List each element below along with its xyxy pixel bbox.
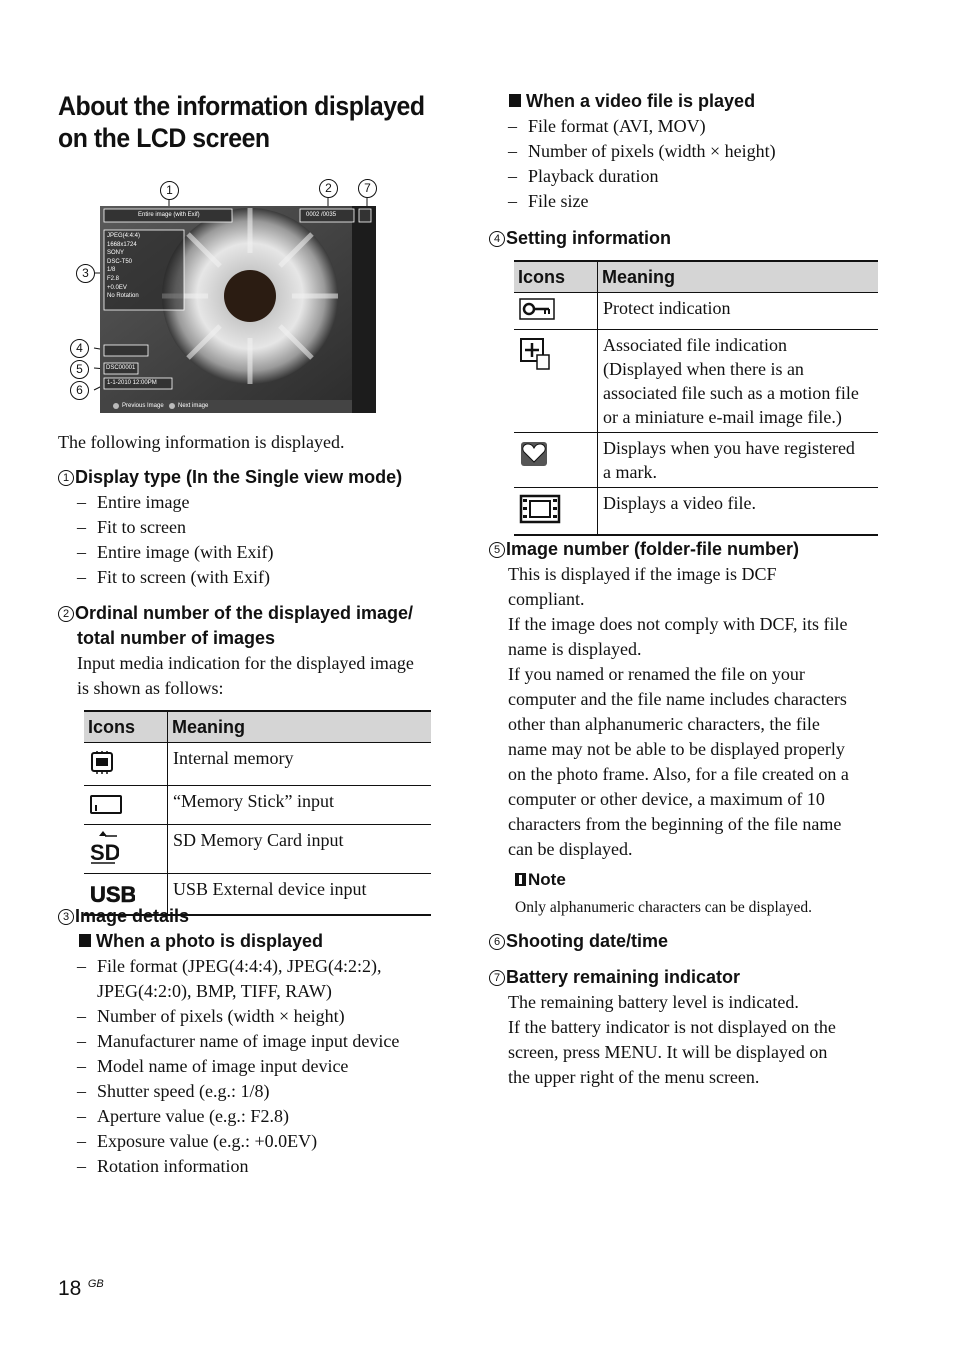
table-row: “Memory Stick” input (84, 786, 431, 825)
intro-text: The following information is displayed. (58, 432, 345, 452)
s5-body: This is displayed if the image is DCF compliant. If the image does not comply with DCF, its file name is displayed. If you named or renamed the file on your computer and the file name includes characters other than alphanumeric characters, the file name may not be able to be displayed properly on the photo frame. Also, for a file created on a computer or other device, a maximum of 10 characters from the beginning of the file name can be displayed. (508, 564, 849, 859)
s3-photo-list (77, 954, 457, 1179)
media-icons-table (84, 710, 431, 916)
s6-heading: 6 Shooting date/time (489, 929, 668, 954)
table-header-row: Icons Meaning (84, 711, 431, 743)
internal-memory-icon (89, 750, 115, 776)
s2-heading: 2 Ordinal number of the displayed image/ total number of images (58, 601, 413, 651)
list-item: – Entire image (77, 490, 457, 515)
list-item: – Rotation information (77, 1154, 457, 1179)
lcd-date: 1-1-2010 12:00PM (107, 380, 157, 386)
list-item: – File size (508, 189, 888, 214)
table-header-row: Icons Meaning (514, 261, 878, 293)
s7-number: 7 (489, 970, 505, 986)
lcd-display-type: Entire image (with Exif) (138, 212, 200, 218)
callout-6: 6 (70, 381, 89, 400)
list-item: – File format (JPEG(4:4:4), JPEG(4:2:2), JPEG(4:2:0), BMP, TIFF, RAW) (77, 954, 457, 1004)
list-item: – Number of pixels (width × height) (508, 139, 888, 164)
s4-number: 4 (489, 231, 505, 247)
list-item: – Shutter speed (e.g.: 1/8) (77, 1079, 457, 1104)
page-lang: GB (87, 1278, 104, 1290)
table-row: USB USB External device input (84, 874, 431, 916)
sd-card-icon (89, 830, 119, 864)
svg-text:SD: SD (90, 840, 119, 864)
s3-photo-heading: When a photo is displayed (79, 929, 323, 954)
list-item: – File format (AVI, MOV) (508, 114, 888, 139)
s1-heading: 1 Display type (In the Single view mode) (58, 465, 402, 490)
table-row: SD SD Memory Card input (84, 825, 431, 874)
table-row: Internal memory (84, 743, 431, 786)
list-item: – Exposure value (e.g.: +0.0EV) (77, 1129, 457, 1154)
callout-3: 3 (76, 264, 95, 283)
svg-text:USB: USB (90, 882, 135, 905)
s7-body: The remaining battery level is indicated. If the battery indicator is not displayed on the screen, press MENU. It will be displayed on the upper right of the menu screen. (508, 992, 836, 1087)
table-row: Displays when you have registered a mark. (514, 433, 878, 488)
table-row: Associated file indication (Displayed when there is an associated file such as a motion file or a miniature e-mail image file.) (514, 330, 878, 433)
table-row: Protect indication (514, 293, 878, 330)
s3-video-heading: When a video file is played (509, 89, 755, 114)
lcd-nav-prev: Previous Image (122, 403, 164, 409)
list-item: – Playback duration (508, 164, 888, 189)
usb-icon (89, 879, 135, 905)
s1-number: 1 (58, 470, 74, 486)
callout-2: 2 (319, 179, 338, 198)
setting-icons-table (514, 260, 878, 536)
lcd-nav-next: Next image (178, 403, 209, 409)
page-footer (58, 1277, 104, 1301)
s3-video-list (508, 114, 888, 214)
heart-mark-icon (519, 440, 549, 468)
s2-body: Input media indication for the displayed image is shown as follows: (77, 653, 414, 698)
page-title: About the information displayed on the LCD screen (58, 91, 425, 153)
s6-number: 6 (489, 934, 505, 950)
list-item: – Fit to screen (77, 515, 457, 540)
associated-file-icon (519, 337, 551, 371)
callout-7: 7 (358, 179, 377, 198)
square-bullet-icon (79, 934, 91, 947)
s1-list (77, 490, 457, 590)
s5-heading: 5 Image number (folder-file number) (489, 537, 799, 562)
protect-key-icon (519, 298, 555, 320)
s5-number: 5 (489, 542, 505, 558)
lcd-figure (70, 178, 380, 418)
s2-number: 2 (58, 606, 74, 622)
lcd-file-number: DSC00001 (106, 365, 136, 371)
s3-number: 3 (58, 909, 74, 925)
s4-heading: 4 Setting information (489, 226, 671, 251)
note-text: Only alphanumeric characters can be displayed. (515, 899, 812, 916)
lcd-counter: 0002 /0035 (306, 212, 337, 218)
note-icon (515, 873, 526, 886)
s7-heading: 7 Battery remaining indicator (489, 965, 740, 990)
page-number: 18 (58, 1277, 82, 1300)
callout-1: 1 (160, 181, 179, 200)
lcd-exif-list: JPEG(4:4:4) 1668x1724 SONY DSC-T50 1/8 F2.8 +0.0EV No Rotation (107, 233, 141, 300)
note-heading: Note (515, 869, 566, 891)
callout-4: 4 (70, 339, 89, 358)
memory-stick-icon (89, 793, 123, 815)
list-item: – Number of pixels (width × height) (77, 1004, 457, 1029)
film-strip-icon (519, 494, 561, 524)
list-item: – Entire image (with Exif) (77, 540, 457, 565)
list-item: – Model name of image input device (77, 1054, 457, 1079)
list-item: – Aperture value (e.g.: F2.8) (77, 1104, 457, 1129)
table-row: Displays a video file. (514, 488, 878, 536)
s3-heading: 3 Image details (58, 904, 189, 929)
list-item: – Manufacturer name of image input device (77, 1029, 457, 1054)
callout-5: 5 (70, 360, 89, 379)
square-bullet-icon (509, 94, 521, 107)
list-item: – Fit to screen (with Exif) (77, 565, 457, 590)
